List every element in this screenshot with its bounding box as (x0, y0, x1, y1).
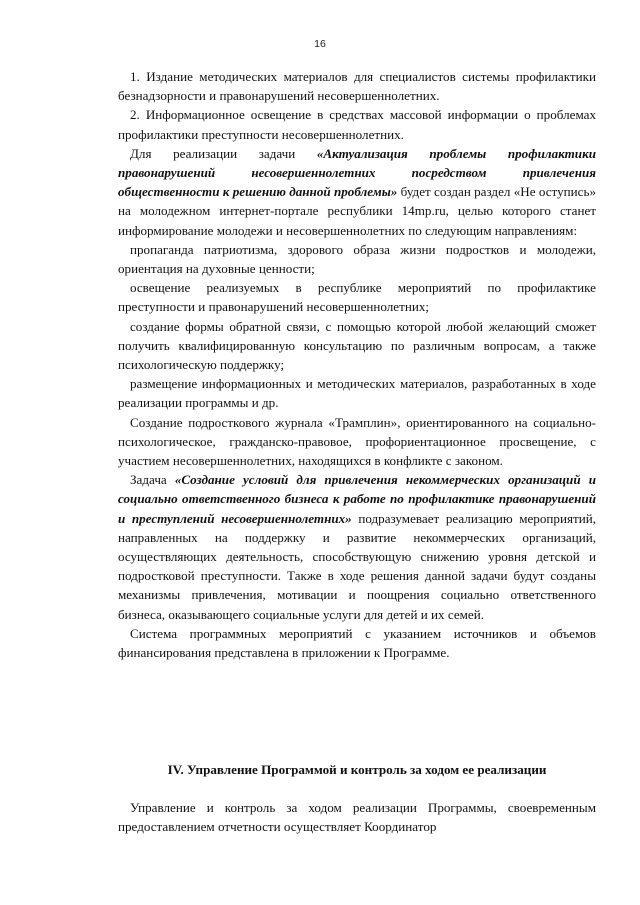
page-number: 16 (314, 38, 326, 50)
paragraph-10: Система программных мероприятий с указанием источников и объемов финансирования представлена в приложении к Программе. (118, 625, 596, 661)
paragraph-3-lead: Для реализации задачи (130, 145, 317, 161)
paragraph-7: размещение информационных и методических материалов, разработанных в ходе реализации программы и др. (118, 376, 596, 411)
paragraph-6: создание формы обратной связи, с помощью которой любой желающий сможет получить квалифицированную консультацию по различным вопросам, а также психологическую поддержку; (118, 318, 596, 373)
section-paragraph: Управление и контроль за ходом реализации Программы, своевременным предоставлением отчетности осуществляет Координатор (118, 800, 596, 835)
body-text (118, 67, 596, 662)
paragraph-8: Создание подросткового журнала «Трамплин», ориентированного на социально-психологическое, гражданско-правовое, профориентационное просвещение, с участием несовершеннолетних, находящихся в конфликте с законом. (118, 414, 596, 469)
task-title-1: «Актуализация проблемы профилактики правонарушений несовершеннолетних посредством привлечения общественности к решению данной проблемы» (118, 145, 597, 200)
paragraph-4: пропаганда патриотизма, здорового образа жизни подростков и молодежи, ориентация на духовные ценности; (118, 241, 596, 277)
task-title-2: «Создание условий для привлечения некоммерческих организаций и социально ответственного бизнеса к работе по профилактике правонарушений и преступлений несовершеннолетних» (118, 472, 596, 526)
paragraph-5: освещение реализуемых в республике мероприятий по профилактике преступности и правонарушений несовершеннолетних; (118, 280, 596, 315)
paragraph-9 (118, 470, 596, 624)
section-body (118, 798, 596, 836)
paragraph-3-rest: будет создан раздел «Не оступись» на молодежном интернет-портале республики 14mp.ru, целью которого станет информирование молодежи и несовершеннолетних по следующим направлениям: (118, 184, 596, 238)
paragraph-2: 2. Информационное освещение в средствах массовой информации о проблемах профилактики преступности несовершеннолетних. (118, 107, 596, 142)
paragraph-9-rest: подразумевает реализацию мероприятий, направленных на поддержку и развитие некоммерческих организаций, осуществляющих деятельность, способствующую снижению уровня детской и подростковой преступности. Также в ходе решения данной задачи будут созданы механизмы привлечения, мотивации и поощрения социально ответственного бизнеса, оказывающего социальные услуги для детей и их семей. (118, 510, 596, 622)
section-heading: IV. Управление Программой и контроль за ходом ее реализации (167, 762, 547, 777)
paragraph-1: 1. Издание методических материалов для специалистов системы профилактики безнадзорности и правонарушений несовершеннолетних. (118, 69, 596, 104)
paragraph-9-lead: Задача (130, 472, 175, 488)
paragraph-3 (118, 144, 596, 240)
